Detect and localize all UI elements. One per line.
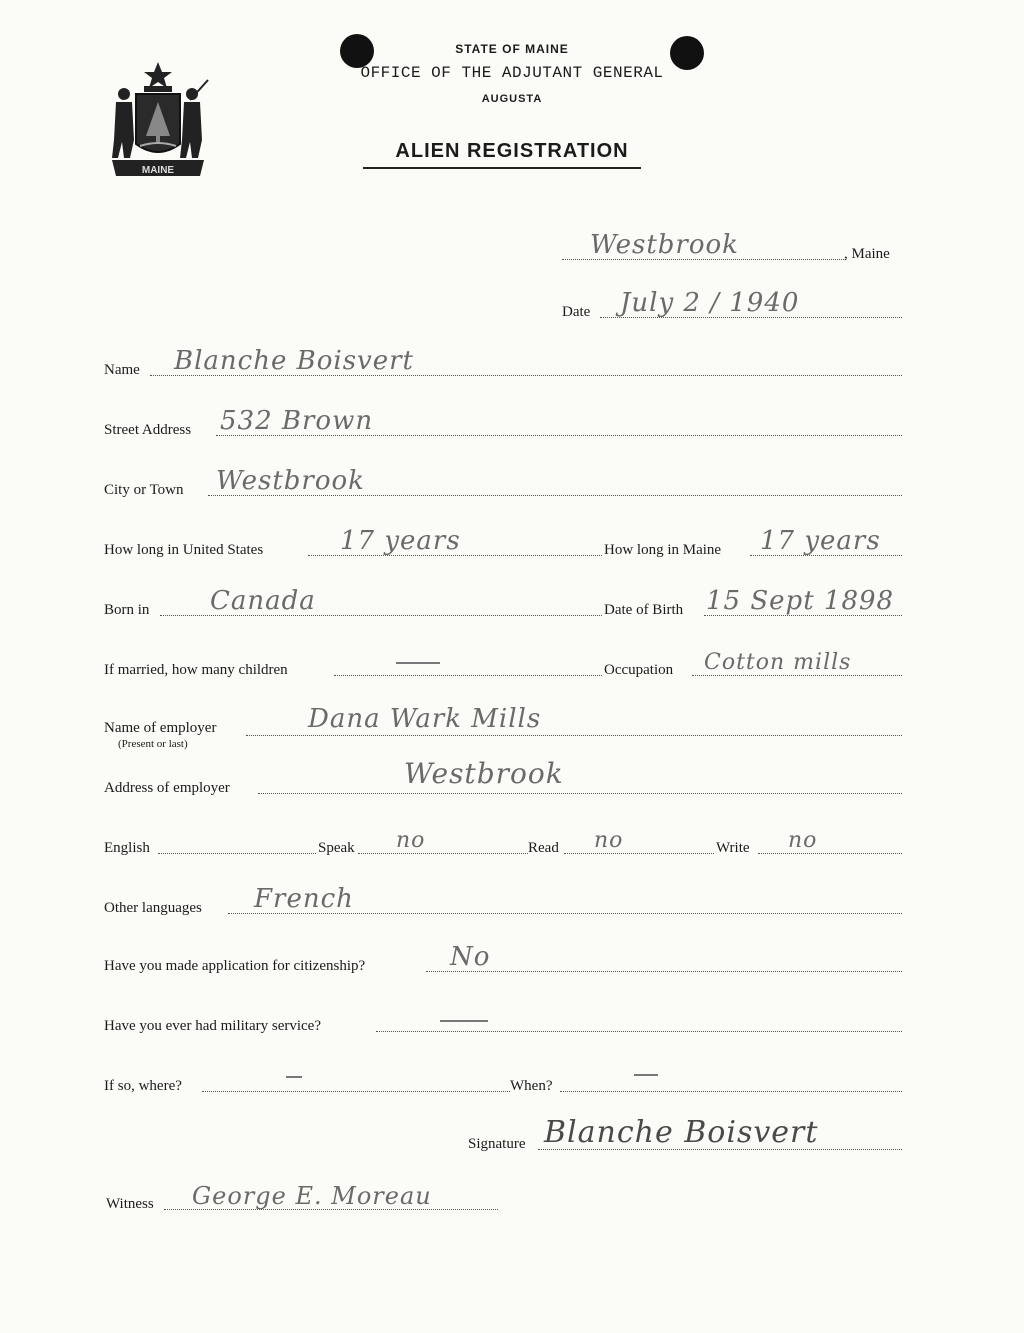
when-dots [560,1091,902,1092]
married-value [396,662,440,664]
dob-label: Date of Birth [604,602,684,618]
title-underline [363,167,641,169]
maine-label: , Maine [844,246,890,262]
military-row [104,1004,906,1034]
speak-label: Speak [318,840,355,856]
write-dots [758,853,902,854]
signature-row [468,1115,906,1152]
read-value: no [594,828,624,853]
read-label: Read [528,840,559,856]
town-row [560,232,906,262]
employer-value: Dana Wark Mills [308,704,542,734]
witness-label: Witness [106,1196,154,1212]
witness-value: George E. Moreau [192,1182,432,1210]
header-city: AUGUSTA [481,93,543,105]
employer-sublabel: (Present or last) [118,738,188,750]
where-dots [202,1091,510,1092]
maine-duration-label: How long in Maine [604,542,722,558]
when-label: When? [510,1078,553,1094]
header-state: STATE OF MAINE [455,42,569,56]
dob-value: 15 Sept 1898 [706,586,895,616]
city-label: City or Town [104,482,184,498]
maine-value: 17 years [760,526,881,556]
born-label: Born in [104,602,150,618]
occupation-label: Occupation [604,662,674,678]
employer-dots [246,735,902,736]
header-office: OFFICE OF THE ADJUTANT GENERAL [360,64,664,82]
employer-address-value: Westbrook [404,757,564,790]
date-label: Date [562,304,591,320]
citizenship-value: No [450,942,491,972]
street-value: 532 Brown [220,406,374,436]
citizenship-row [104,944,906,974]
write-label: Write [716,840,750,856]
english-row [104,826,906,856]
where-label: If so, where? [104,1078,182,1094]
name-row [104,348,906,378]
married-dots [334,675,602,676]
occupation-dots [692,675,902,676]
occupation-value: Cotton mills [704,650,852,675]
signature-label: Signature [468,1136,526,1152]
speak-value: no [396,828,426,853]
married-label: If married, how many children [104,662,288,678]
speak-dots [358,853,528,854]
citizenship-dots [426,971,902,972]
residence-row [104,528,906,558]
signature-value: Blanche Boisvert [544,1115,819,1150]
when-value [634,1074,658,1076]
town-value: Westbrook [590,230,739,260]
military-label: Have you ever had military service? [104,1018,321,1034]
english-dots [158,853,316,854]
other-languages-label: Other languages [104,900,202,916]
citizenship-label: Have you made application for citizenship? [104,958,366,974]
other-languages-value: French [254,884,354,914]
other-languages-row [104,886,906,916]
city-value: Westbrook [216,466,365,496]
employer-address-label: Address of employer [104,780,230,796]
form-title: ALIEN REGISTRATION [395,140,629,162]
date-row [560,290,906,320]
employer-label: Name of employer [104,720,217,736]
read-dots [564,853,714,854]
city-row [104,468,906,498]
employer-row [104,704,906,750]
english-label: English [104,840,150,856]
military-dots [376,1031,902,1032]
employer-address-dots [258,793,902,794]
date-value: July 2 / 1940 [620,288,800,318]
born-value: Canada [210,586,316,616]
street-row [104,408,906,438]
street-label: Street Address [104,422,192,438]
write-value: no [788,828,818,853]
us-value: 17 years [340,526,461,556]
where-value [286,1076,302,1078]
name-value: Blanche Boisvert [174,346,414,376]
witness-row [106,1182,506,1212]
svg-text:MAINE: MAINE [141,165,175,176]
where-when-row [104,1064,906,1094]
birth-row [104,588,906,618]
military-value [440,1020,488,1022]
employer-address-row [104,757,906,796]
married-row [104,648,906,678]
name-label: Name [104,362,140,378]
us-label: How long in United States [104,542,264,558]
